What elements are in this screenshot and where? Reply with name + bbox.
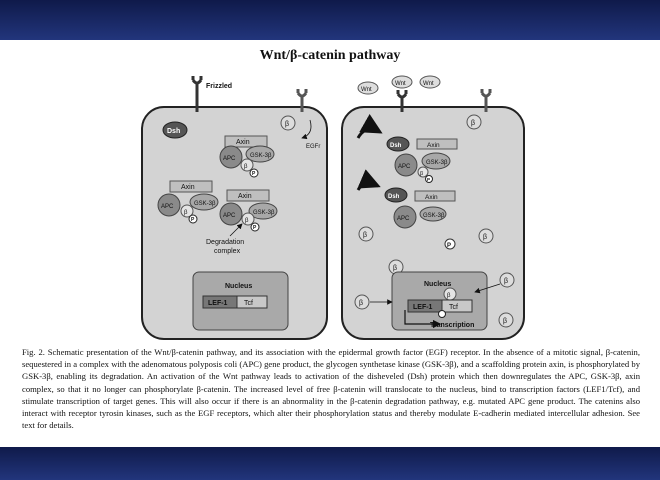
svg-text:APC: APC	[161, 204, 174, 210]
svg-text:P: P	[252, 171, 256, 177]
svg-text:Nucleus: Nucleus	[225, 283, 253, 290]
svg-text:GSK-3β: GSK-3β	[194, 201, 216, 207]
bottom-banner	[0, 447, 660, 480]
svg-text:β: β	[359, 300, 364, 307]
svg-text:P: P	[447, 243, 452, 249]
svg-text:Nucleus: Nucleus	[424, 281, 452, 288]
svg-text:P: P	[253, 225, 257, 231]
svg-text:Dsh: Dsh	[388, 194, 400, 200]
svg-text:LEF-1: LEF-1	[413, 304, 433, 311]
svg-text:P: P	[191, 217, 195, 223]
svg-text:β: β	[447, 293, 451, 299]
complex-label: complex	[214, 248, 241, 255]
svg-text:GSK-3β: GSK-3β	[250, 153, 272, 159]
svg-text:Wnt: Wnt	[395, 81, 406, 87]
transcription-label: Transcription	[430, 322, 475, 329]
svg-text:Axin: Axin	[181, 184, 195, 191]
svg-text:APC: APC	[397, 216, 410, 222]
frizzled-label: Frizzled	[206, 83, 233, 90]
svg-text:Axin: Axin	[427, 142, 440, 149]
svg-text:LEF-1: LEF-1	[208, 300, 228, 307]
svg-text:β: β	[503, 318, 508, 325]
degradation-label: Degradation	[206, 239, 245, 246]
svg-text:Wnt: Wnt	[361, 87, 372, 93]
svg-text:GSK-3β: GSK-3β	[426, 160, 448, 166]
svg-text:P: P	[427, 177, 431, 182]
top-banner	[0, 0, 660, 40]
svg-text:Tcf: Tcf	[449, 304, 458, 311]
svg-text:β: β	[393, 265, 398, 272]
svg-text:APC: APC	[223, 156, 236, 162]
svg-text:Tcf: Tcf	[244, 300, 253, 307]
svg-text:Dsh: Dsh	[167, 128, 181, 135]
figure-title: Wnt/β-catenin pathway	[259, 48, 401, 63]
svg-text:β: β	[483, 234, 488, 241]
figure-caption: Fig. 2. Schematic presentation of the Wnt/β-catenin pathway, and its association with the epidermal growth factor (EGF) receptor. In the absence of a mitotic signal, β-catenin, sequestered in a complex with the adenomatous polyposis coli (APC) gene product, the glycogen synthetase kinase (GSK-3β), and a scaffolding protein axin, is phosphorylated by GSK-3β, enabling its degradation. An activation of the Wnt pathway leads to activation of the disheveled (Dsh) protein which then downregulates the APC, GSK-3β, axin complex, so that it no longer can phosphorylate β-catenin. The increased level of free β-catenin will translocate to the nucleus, bind to transcription factors (LEF1/Tcf), and stimulate transcription of target genes. This will also occur if there is an abnormality in the β-catenin degradation pathway, e.g. mutated APC gene product. The catenins also interact with receptor tyrosin kinases, such as the EGF receptors, which alter their phosphorylation status and thereby modulate E-cadherin mediated intercellular adhesion. See text for details.	[22, 347, 640, 431]
svg-text:β: β	[285, 121, 290, 128]
svg-text:APC: APC	[223, 213, 236, 219]
svg-text:Axin: Axin	[236, 139, 250, 146]
svg-text:β: β	[504, 278, 509, 285]
svg-text:β: β	[420, 171, 424, 177]
svg-text:Wnt: Wnt	[423, 81, 434, 87]
svg-text:APC: APC	[398, 164, 411, 170]
svg-text:β: β	[184, 210, 188, 216]
pathway-figure	[130, 62, 530, 347]
svg-text:β: β	[245, 218, 249, 224]
svg-text:GSK-3β: GSK-3β	[253, 210, 275, 216]
egfr-label: EGFr	[306, 144, 321, 150]
svg-text:Dsh: Dsh	[390, 143, 402, 149]
svg-text:β: β	[363, 232, 368, 239]
svg-text:GSK-3β: GSK-3β	[423, 213, 445, 219]
svg-text:β: β	[471, 120, 476, 127]
svg-text:β: β	[244, 164, 248, 170]
svg-text:Axin: Axin	[425, 194, 438, 201]
slide-page	[0, 40, 660, 447]
svg-text:Axin: Axin	[238, 193, 252, 200]
